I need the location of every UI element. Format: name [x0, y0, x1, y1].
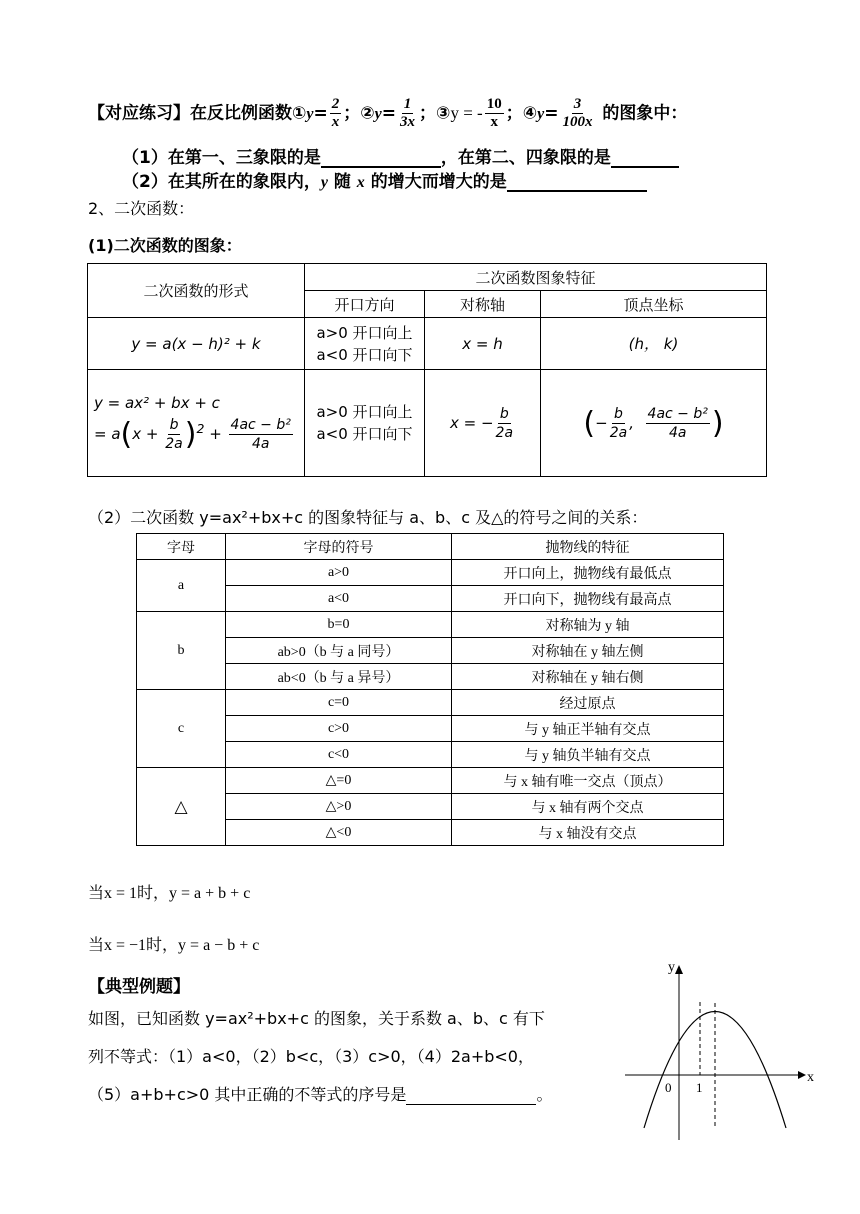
t2-cell: c<0: [226, 742, 452, 768]
one-label: 1: [696, 1080, 703, 1095]
t2-cell: △<0: [226, 820, 452, 846]
practice-tail: 的图象中：: [602, 103, 688, 124]
section-2-heading: 2、二次函数：: [88, 199, 195, 218]
t2-header-letter: 字母: [137, 534, 226, 560]
f1-num: 2: [331, 96, 340, 112]
f3-num: 10: [486, 96, 502, 112]
t2-letter-delta: △: [137, 768, 226, 846]
t1-r1-form: y = a(x − h)² + k: [88, 318, 305, 370]
t2-cell: 与 x 轴没有交点: [452, 820, 724, 846]
t2-cell: 经过原点: [452, 690, 724, 716]
t2-cell: ab>0（b 与 a 同号）: [226, 638, 452, 664]
t1-r2-form: y = ax² + bx + c = a(x + $\frac{b}{2a}$ )$^2$ + $\frac{\text{4ac − b²}}{4a}$: [88, 370, 305, 477]
t2-cell: 与 x 轴有唯一交点（顶点）: [452, 768, 724, 794]
table-row: [137, 638, 724, 664]
q2-var-y: y: [320, 174, 328, 191]
f2-label: ②: [360, 103, 375, 124]
table-row: [137, 716, 724, 742]
f2-num: 1: [403, 96, 412, 112]
t1-r1-open: [305, 318, 425, 370]
t1-r2-axis-den: 2a: [495, 424, 514, 441]
when-x-1: 当x = 1时，y = a + b + c: [88, 885, 251, 902]
table-row: [137, 690, 724, 716]
q2-text-a: （2）在其所在的象限内，: [122, 172, 321, 192]
q2-blank[interactable]: [507, 174, 647, 192]
table-row: [137, 612, 724, 638]
t1-r1-open-up: a>0 开口向上: [316, 323, 413, 342]
t1-r2-axis: [425, 370, 541, 477]
f4-den: 100x: [562, 114, 593, 130]
t2-cell: 与 y 轴正半轴有交点: [452, 716, 724, 742]
practice-line: 【对应练习】在反比例函数①y= $\frac{2}{x}$ ；②y= $\frac{1}{3x}$ ；③y = - $\frac{10}{x}$ ；④y= $\frac{3}{100x}$ 的图象中：: [88, 96, 688, 130]
practice-intro: 在反比例函数: [190, 103, 292, 124]
t2-cell: 与 y 轴负半轴有交点: [452, 742, 724, 768]
f3-label: ③: [436, 103, 451, 124]
q2-text-c: 随: [333, 172, 351, 192]
when-x-minus-1: 当x = −1时，y = a − b + c: [88, 937, 260, 954]
t1-r2-open-down: a<0 开口向下: [316, 425, 413, 443]
t2-cell: a>0: [226, 560, 452, 586]
t1-r2-open: [305, 370, 425, 477]
table-row: [137, 820, 724, 846]
quadratic-forms-table: [87, 263, 767, 477]
t2-letter-b: b: [137, 612, 226, 690]
t1-header-open: 开口方向: [305, 291, 425, 318]
t1-r2-form-line1: y = ax² + bx + c: [94, 393, 220, 412]
t1-header-axis: 对称轴: [425, 291, 541, 318]
f1-den: x: [331, 114, 340, 130]
table-row: [137, 560, 724, 586]
t2-cell: △=0: [226, 768, 452, 794]
parabola-graph: [620, 960, 820, 1150]
t1-header-features: 二次函数图象特征: [305, 264, 767, 291]
table-row: [137, 768, 724, 794]
x-axis-arrow-icon: [798, 1071, 806, 1079]
example-line-3: [88, 1082, 552, 1105]
t2-cell: 对称轴在 y 轴左侧: [452, 638, 724, 664]
example-line-3-end: 。: [536, 1085, 553, 1104]
t1-header-vertex: 顶点坐标: [541, 291, 767, 318]
subsection-2-heading: （2）二次函数 y=ax²+bx+c 的图象特征与 a、b、c 及△的符号之间的关系：: [88, 508, 648, 527]
example-line-1: 如图，已知函数 y=ax²+bx+c 的图象，关于系数 a、b、c 有下: [88, 1009, 545, 1028]
t2-cell: 与 x 轴有两个交点: [452, 794, 724, 820]
origin-label: 0: [665, 1080, 672, 1095]
t1-r1-open-down: a<0 开口向下: [316, 345, 413, 364]
t1-header-form: 二次函数的形式: [88, 264, 305, 318]
answer-blank[interactable]: [406, 1088, 536, 1105]
practice-lead: 【对应练习】: [88, 103, 190, 124]
t2-cell: 对称轴在 y 轴右侧: [452, 664, 724, 690]
example-line-2: 列不等式：（1）a<0，（2）b<c，（3）c>0，（4）2a+b<0，: [88, 1047, 534, 1066]
f1-label: ①: [292, 103, 307, 124]
t2-letter-c: c: [137, 690, 226, 768]
t2-cell: 开口向下，抛物线有最高点: [452, 586, 724, 612]
t1-r2-open-up: a>0 开口向上: [316, 403, 413, 421]
q1-blank-b[interactable]: [611, 150, 679, 168]
sign-relation-table: [136, 533, 724, 846]
f4-label: ④: [522, 103, 538, 124]
t2-cell: △>0: [226, 794, 452, 820]
q1-mid: ，在第二、四象限的是: [440, 148, 611, 168]
t1-r2-vertex: (− $\frac{b}{2a}$ , $\frac{\text{4ac − b²}}{4a}$ ): [541, 370, 767, 477]
q1-blank-a[interactable]: [321, 150, 441, 168]
table-row: [137, 664, 724, 690]
sign-relation-body: [137, 534, 724, 846]
subsection-1-heading: (1)二次函数的图象：: [88, 236, 242, 255]
t2-cell: b=0: [226, 612, 452, 638]
example-line-3-text: （5）a+b+c>0 其中正确的不等式的序号是: [88, 1085, 407, 1104]
t2-cell: 对称轴为 y 轴: [452, 612, 724, 638]
example-title: 【典型例题】: [88, 977, 190, 997]
table-row: [137, 742, 724, 768]
f3-prefix: y = -: [450, 103, 483, 123]
t2-header-sign: 字母的符号: [226, 534, 452, 560]
t2-letter-a: a: [137, 560, 226, 612]
question-1: [122, 143, 679, 168]
t1-r1-vertex: (h， k): [541, 318, 767, 370]
t2-cell: a<0: [226, 586, 452, 612]
t1-r2-axis-prefix: x = −: [449, 413, 494, 432]
t2-cell: 开口向上，抛物线有最低点: [452, 560, 724, 586]
table-row: [137, 586, 724, 612]
y-label: y: [668, 960, 675, 975]
y-axis-arrow-icon: [675, 965, 683, 974]
t2-cell: c>0: [226, 716, 452, 742]
t2-cell: c=0: [226, 690, 452, 716]
t1-r1-axis: x = h: [425, 318, 541, 370]
x-label: x: [807, 1070, 814, 1085]
t2-header-feature: 抛物线的特征: [452, 534, 724, 560]
t1-r2-axis-num: b: [499, 405, 509, 422]
f4-num: 3: [573, 96, 582, 112]
table-row: [137, 794, 724, 820]
q2-var-x: x: [356, 174, 365, 191]
question-2: [122, 167, 647, 192]
f3-den: x: [490, 114, 498, 130]
q1-text: （1）在第一、三象限的是: [122, 148, 321, 168]
q2-text-e: 的增大而增大的是: [370, 172, 507, 192]
t2-cell: ab<0（b 与 a 异号）: [226, 664, 452, 690]
f2-den: 3x: [400, 114, 416, 130]
